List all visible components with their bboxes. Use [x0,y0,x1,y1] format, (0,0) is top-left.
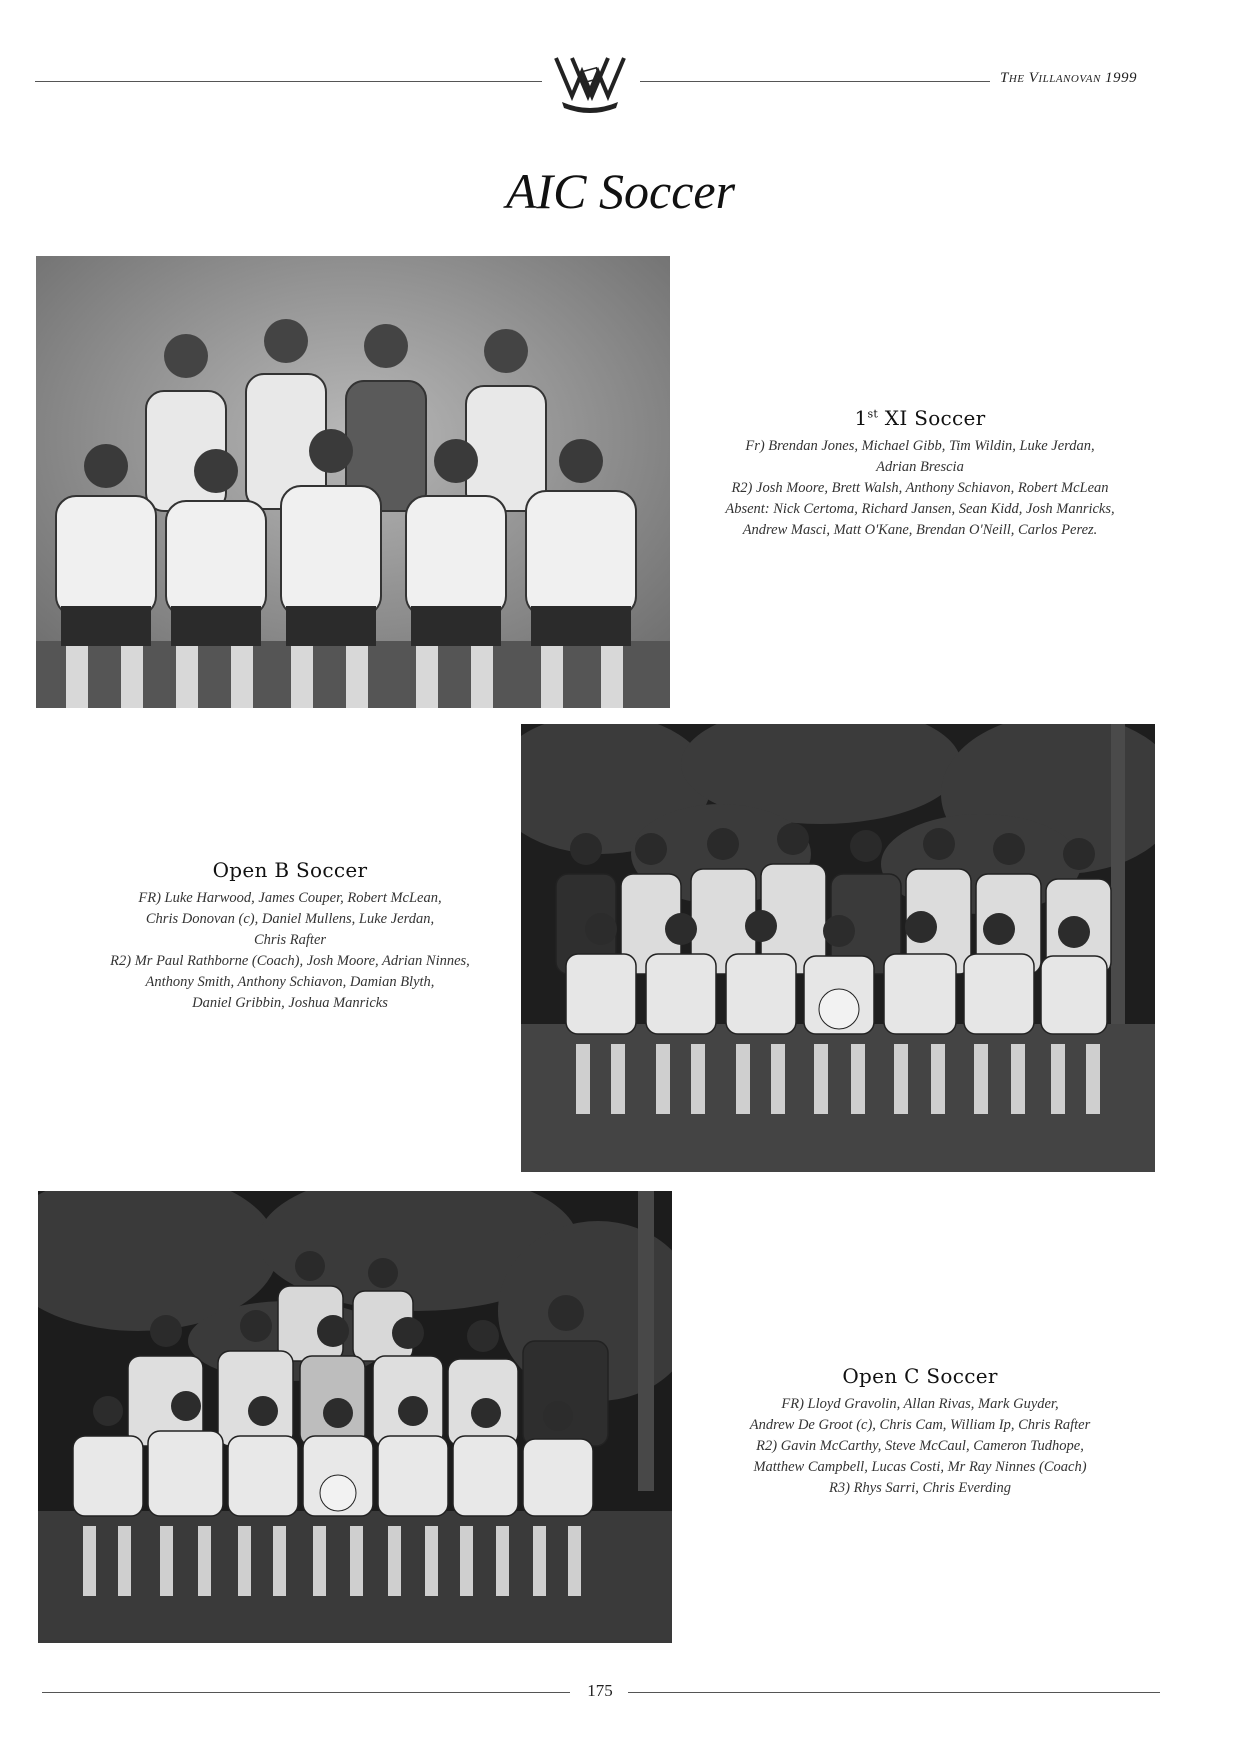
team-photo-open-c [38,1191,672,1643]
caption-line: Andrew Masci, Matt O'Kane, Brendan O'Neill, Carlos Perez. [742,522,1098,538]
caption-line: R2) Mr Paul Rathborne (Coach), Josh Moore, Adrian Ninnes, [110,953,470,969]
caption-1st-xi [680,406,1160,541]
caption-line: R2) Gavin McCarthy, Steve McCaul, Cameron Tudhope, [756,1438,1084,1454]
section-title-1st-xi: 1st XI Soccer [854,406,986,430]
school-crest-logo [550,52,630,114]
caption-line: Chris Donovan (c), Daniel Mullens, Luke Jerdan, [145,911,435,927]
page-number: 175 [587,1681,613,1700]
footer-rule-left [42,1692,570,1693]
caption-line: Daniel Gribbin, Joshua Manricks [192,995,388,1011]
header-rule-left [35,81,542,82]
section-title-open-b: Open B Soccer [212,858,368,882]
caption-line: Fr) Brendan Jones, Michael Gibb, Tim Wildin, Luke Jerdan, [745,438,1095,454]
publication-name: The Villanovan 1999 [1000,70,1138,86]
caption-line: Adrian Brescia [876,459,964,475]
caption-line: FR) Lloyd Gravolin, Allan Rivas, Mark Guyder, [781,1396,1059,1412]
caption-line: Andrew De Groot (c), Chris Cam, William Ip, Chris Rafter [749,1417,1091,1433]
caption-line: R3) Rhys Sarri, Chris Everding [829,1480,1011,1496]
caption-line: Matthew Campbell, Lucas Costi, Mr Ray Ninnes (Coach) [753,1459,1087,1475]
running-head [1000,70,1170,87]
caption-line: Absent: Nick Certoma, Richard Jansen, Sean Kidd, Josh Manricks, [725,501,1115,517]
header-rule-right [640,81,990,82]
section-title-open-c: Open C Soccer [842,1364,998,1388]
caption-line: Chris Rafter [253,932,327,948]
page-title: AIC Soccer [505,163,736,219]
team-photo-open-b [521,724,1155,1172]
team-photo-1st-xi [36,256,670,708]
caption-line: FR) Luke Harwood, James Couper, Robert McLean, [138,890,442,906]
caption-line: Anthony Smith, Anthony Schiavon, Damian Blyth, [145,974,435,990]
footer-rule-right [628,1692,1160,1693]
caption-open-b [90,858,490,1014]
caption-line: R2) Josh Moore, Brett Walsh, Anthony Schiavon, Robert McLean [731,480,1109,496]
caption-open-c [680,1364,1160,1499]
